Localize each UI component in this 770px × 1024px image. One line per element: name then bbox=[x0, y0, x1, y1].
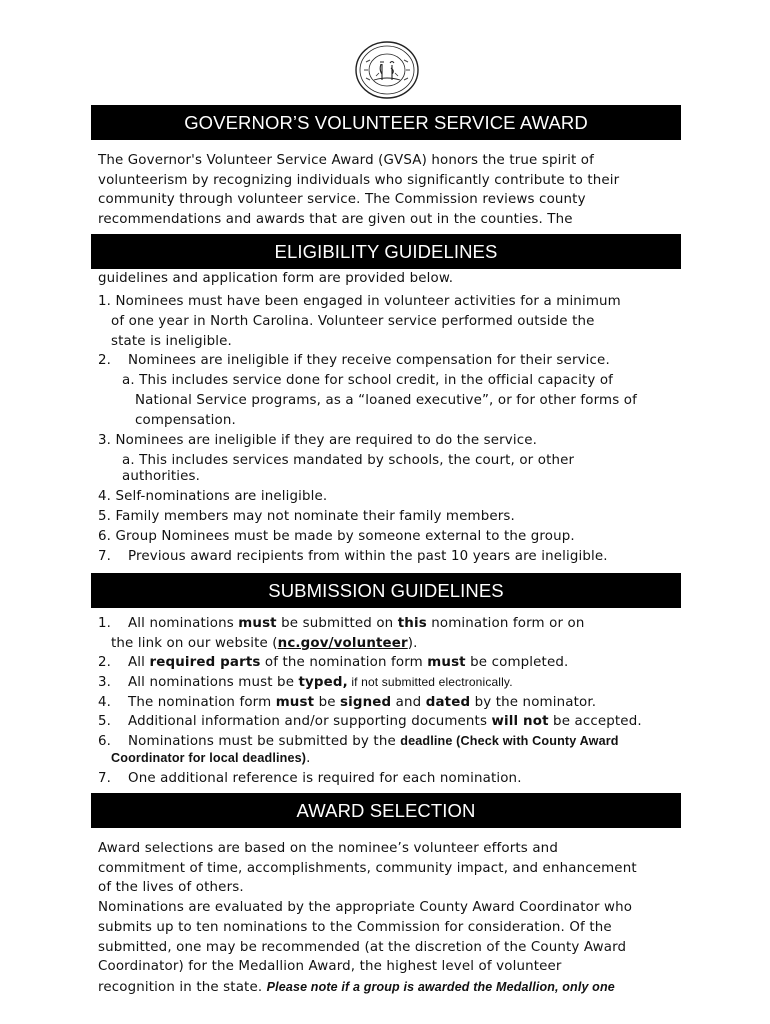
submission-banner: SUBMISSION GUIDELINES bbox=[91, 573, 681, 608]
eligibility-item-5: 5. Family members may not nominate their family members. bbox=[98, 509, 515, 524]
award-paragraph-1: of the lives of others. bbox=[98, 880, 244, 895]
item-number: 7. bbox=[98, 549, 112, 564]
item-number: 2. bbox=[98, 353, 112, 368]
submission-item-6-cont: Coordinator for local deadlines). bbox=[111, 751, 311, 766]
eligibility-banner: ELIGIBILITY GUIDELINES bbox=[91, 234, 681, 269]
eligibility-item-2a-cont: National Service programs, as a “loaned executive”, or for other forms of bbox=[135, 393, 637, 408]
award-paragraph-2: Coordinator) for the Medallion Award, the highest level of volunteer bbox=[98, 959, 562, 974]
eligibility-item-3a-cont: authorities. bbox=[122, 469, 201, 484]
eligibility-item-7 bbox=[98, 549, 608, 564]
award-paragraph-1: Award selections are based on the nominee’s volunteer efforts and bbox=[98, 841, 558, 856]
website-link[interactable]: nc.gov/volunteer bbox=[277, 636, 408, 651]
award-selection-banner: AWARD SELECTION bbox=[91, 793, 681, 828]
intro-line-3: community through volunteer service. The Commission reviews county bbox=[98, 192, 586, 207]
medallion-note: Please note if a group is awarded the Medallion, only one bbox=[266, 980, 615, 994]
intro-line-4: recommendations and awards that are given out in the counties. The bbox=[98, 212, 573, 227]
eligibility-item-3a: a. This includes services mandated by schools, the court, or other bbox=[122, 453, 575, 468]
submission-item-3: 3. All nominations must be typed, if not submitted electronically. bbox=[98, 675, 513, 690]
eligibility-item-2a-cont: compensation. bbox=[135, 413, 236, 428]
submission-item-5: 5. Additional information and/or supporting documents will not be accepted. bbox=[98, 714, 642, 729]
award-paragraph-1: commitment of time, accomplishments, community impact, and enhancement bbox=[98, 861, 637, 876]
submission-item-4: 4. The nomination form must be signed and dated by the nominator. bbox=[98, 695, 597, 710]
intro-line-5: guidelines and application form are provided below. bbox=[98, 271, 454, 286]
award-paragraph-2: submits up to ten nominations to the Commission for consideration. Of the bbox=[98, 920, 612, 935]
submission-item-7: 7. One additional reference is required for each nomination. bbox=[98, 771, 522, 786]
item-text: Previous award recipients from within the past 10 years are ineligible. bbox=[128, 549, 608, 564]
eligibility-item-6: 6. Group Nominees must be made by someone external to the group. bbox=[98, 529, 575, 544]
title-banner: GOVERNOR’S VOLUNTEER SERVICE AWARD bbox=[91, 105, 681, 140]
submission-item-1: 1. All nominations must be submitted on this nomination form or on bbox=[98, 616, 585, 631]
award-paragraph-2: Nominations are evaluated by the appropriate County Award Coordinator who bbox=[98, 900, 633, 915]
eligibility-item-1: 1. Nominees must have been engaged in volunteer activities for a minimum bbox=[98, 294, 621, 309]
eligibility-item-1-cont: of one year in North Carolina. Volunteer service performed outside the bbox=[111, 314, 595, 329]
submission-item-6: 6. Nominations must be submitted by the deadline (Check with County Award bbox=[98, 734, 619, 749]
eligibility-item-2 bbox=[98, 353, 610, 368]
state-seal-logo bbox=[354, 40, 420, 100]
eligibility-item-3: 3. Nominees are ineligible if they are required to do the service. bbox=[98, 433, 538, 448]
award-paragraph-2: submitted, one may be recommended (at the discretion of the County Award bbox=[98, 940, 627, 955]
award-paragraph-2-last: recognition in the state. Please note if a group is awarded the Medallion, only one bbox=[98, 980, 615, 995]
eligibility-item-1-cont: state is ineligible. bbox=[111, 334, 232, 349]
intro-line-2: volunteerism by recognizing individuals who significantly contribute to their bbox=[98, 173, 620, 188]
submission-item-1-cont: the link on our website (nc.gov/volunteer). bbox=[111, 636, 418, 651]
submission-item-2: 2. All required parts of the nomination form must be completed. bbox=[98, 655, 569, 670]
eligibility-item-4: 4. Self-nominations are ineligible. bbox=[98, 489, 328, 504]
item-text: Nominees are ineligible if they receive compensation for their service. bbox=[128, 353, 610, 368]
eligibility-item-2a: a. This includes service done for school credit, in the official capacity of bbox=[122, 373, 614, 388]
intro-line-1: The Governor's Volunteer Service Award (GVSA) honors the true spirit of bbox=[98, 153, 595, 168]
